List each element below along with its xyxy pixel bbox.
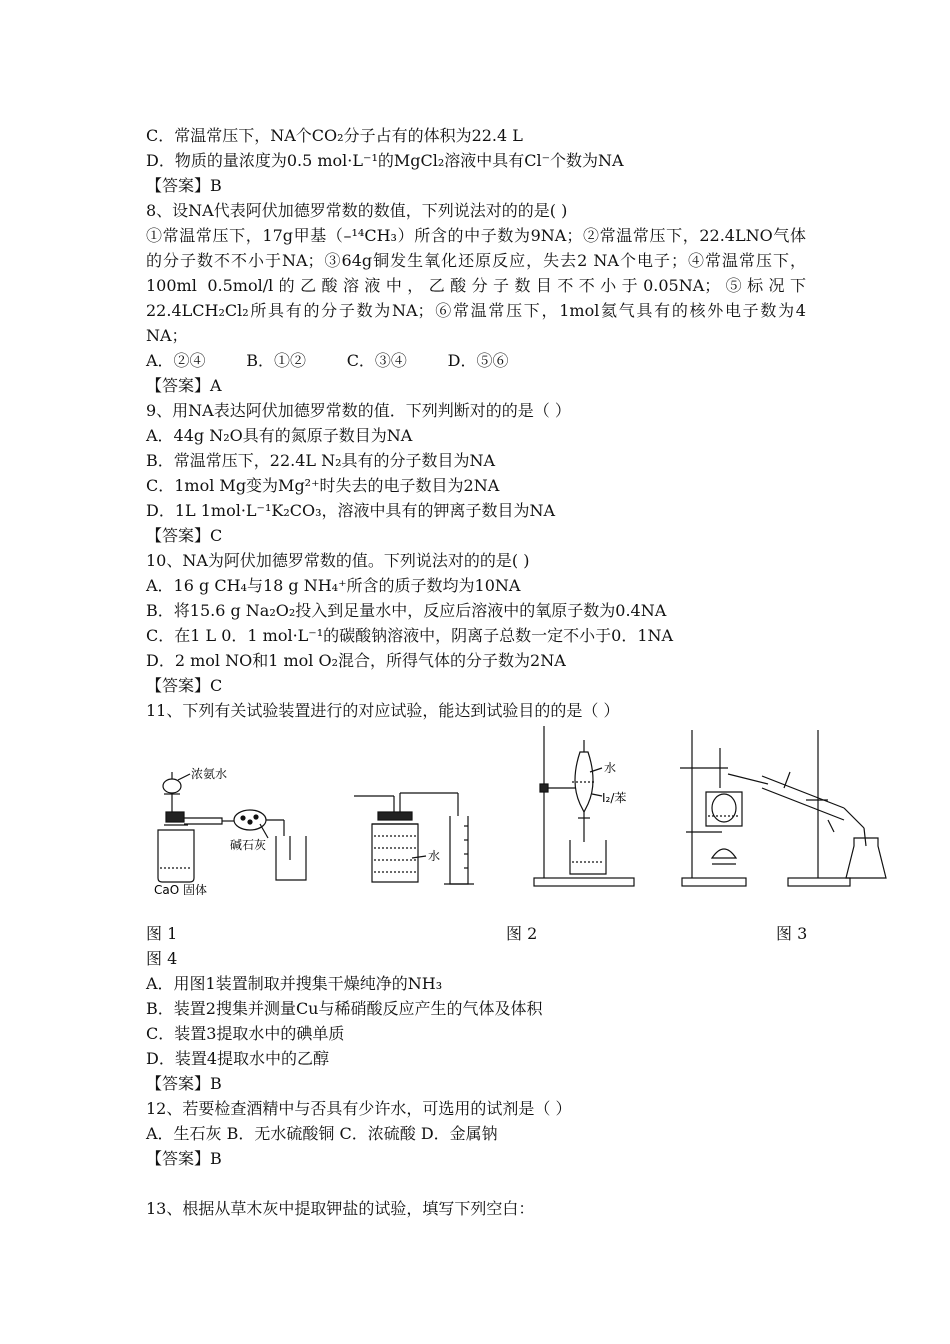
q8-statements-3: 100ml 0.5mol/l的乙酸溶液中，乙酸分子数目不不小于0.05NA；⑤标况下 — [146, 276, 806, 295]
q7-option-c: C．常温常压下，NA个CO₂分子占有的体积为22.4 L — [146, 126, 523, 145]
figure-1-apparatus — [150, 750, 320, 895]
fig1-label-sodalime: 碱石灰 — [230, 838, 267, 852]
q11-option-c: C．装置3提取水中的碘单质 — [146, 1024, 345, 1043]
figure-2-caption: 图 2 — [506, 924, 538, 943]
q8-answer: 【答案】A — [146, 376, 222, 395]
q8-options: A．②④ B．①② C．③④ D．⑤⑥ — [146, 351, 509, 370]
q10-stem: 10、NA为阿伏加德罗常数的值。下列说法对的的是( ) — [146, 551, 530, 570]
figure-2-apparatus — [350, 790, 480, 890]
q7-option-d: D．物质的量浓度为0.5 mol·L⁻¹的MgCl₂溶液中具有Cl⁻个数为NA — [146, 151, 624, 170]
q8-statements-5: NA； — [146, 326, 188, 345]
q11-option-b: B．装置2搜集并测量Cu与稀硝酸反应产生的气体及体积 — [146, 999, 543, 1018]
q8-statements-2: 的分子数不不小于NA；③64g铜发生氧化还原反应，失去2 NA个电子；④常温常压下， — [146, 251, 806, 270]
q12-answer: 【答案】B — [146, 1149, 222, 1168]
q9-answer: 【答案】C — [146, 526, 223, 545]
figure-4-caption: 图 4 — [146, 949, 178, 968]
q11-answer: 【答案】B — [146, 1074, 222, 1093]
figure-4-apparatus — [678, 728, 908, 890]
figure-1-caption: 图 1 — [146, 924, 178, 943]
q9-option-b: B．常温常压下，22.4L N₂具有的分子数目为NA — [146, 451, 496, 470]
q9-option-d: D．1L 1mol·L⁻¹K₂CO₃，溶液中具有的钾离子数目为NA — [146, 501, 556, 520]
q13-stem: 13、根据从草木灰中提取钾盐的试验，填写下列空白： — [146, 1199, 535, 1218]
q8-statements-4: 22.4LCH₂Cl₂所具有的分子数为NA；⑥常温常压下，1mol氦气具有的核外电子数为4 — [146, 301, 806, 320]
fig1-label-cao: CaO 固体 — [154, 883, 207, 895]
q11-stem: 11、下列有关试验装置进行的对应试验，能达到试验目的的是（ ） — [146, 701, 620, 720]
q10-option-a: A．16 g CH₄与18 g NH₄⁺所含的质子数均为10NA — [146, 576, 521, 595]
q10-option-c: C．在1 L 0．1 mol·L⁻¹的碳酸钠溶液中，阴离子总数一定不小于0．1NA — [146, 626, 674, 645]
q10-option-b: B．将15.6 g Na₂O₂投入到足量水中，反应后溶液中的氧原子数为0.4NA — [146, 601, 667, 620]
fig1-label-ammonia: 浓氨水 — [191, 767, 228, 781]
q12-stem: 12、若要检查酒精中与否具有少许水，可选用的试剂是（ ） — [146, 1099, 572, 1118]
q7-answer: 【答案】B — [146, 176, 222, 195]
q9-option-a: A．44g N₂O具有的氮原子数目为NA — [146, 426, 413, 445]
figure-3-caption: 图 3 — [776, 924, 808, 943]
q10-answer: 【答案】C — [146, 676, 223, 695]
q9-option-c: C．1mol Mg变为Mg²⁺时失去的电子数目为2NA — [146, 476, 500, 495]
q8-stem: 8、设NA代表阿伏加德罗常数的数值，下列说法对的的是( ) — [146, 201, 568, 220]
q8-statements-1: ①常温常压下，17g甲基（–¹⁴CH₃）所含的中子数为9NA；②常温常压下，22.4LNO气体 — [146, 226, 806, 245]
figure-3-apparatus — [530, 722, 650, 890]
q10-option-d: D．2 mol NO和1 mol O₂混合，所得气体的分子数为2NA — [146, 651, 566, 670]
fig2-label-water: 水 — [428, 849, 441, 863]
q9-stem: 9、用NA表达阿伏加德罗常数的值．下列判断对的的是（ ） — [146, 401, 571, 420]
fig3-label-i2-benzene: I₂/苯 — [602, 791, 627, 805]
q11-option-a: A．用图1装置制取并搜集干燥纯净的NH₃ — [146, 974, 443, 993]
q12-options: A．生石灰 B．无水硫酸铜 C．浓硫酸 D．金属钠 — [146, 1124, 498, 1143]
fig3-label-water: 水 — [604, 761, 617, 775]
q11-option-d: D．装置4提取水中的乙醇 — [146, 1049, 330, 1068]
